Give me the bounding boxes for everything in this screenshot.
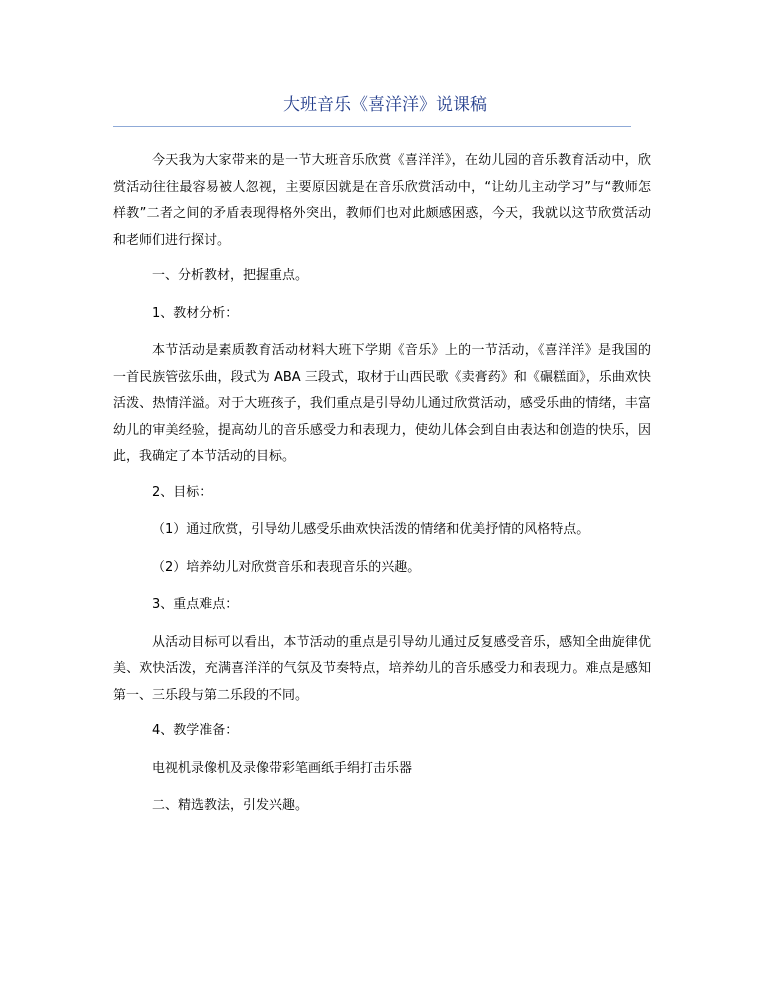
section-heading-analysis: 一、分析教材，把握重点。 <box>152 268 309 283</box>
preparation-text: 电视机录像机及录像带彩笔画纸手绢打击乐器 <box>152 760 413 776</box>
page-title: 大班音乐《喜洋洋》说课稿 <box>283 95 487 115</box>
key-points-paragraph: 从活动目标可以看出，本节活动的重点是引导幼儿通过反复感受音乐，感知全曲旋律优美、欢快活泼，充满喜洋洋的气氛及节奏特点，培养幼儿的音乐感受力和表现力。难点是感知第一、三乐段与第二乐段的不同。 <box>113 634 651 703</box>
document-body <box>113 148 651 831</box>
item-heading-key-points: 3、重点难点： <box>152 597 239 612</box>
material-analysis-paragraph: 本节活动是素质教育活动材料大班下学期《音乐》上的一节活动，《喜洋洋》是我国的一首民族管弦乐曲，段式为 ABA 三段式，取材于山西民歌《卖膏药》和《碾糕面》，乐曲欢快活泼、热情洋溢。对于大班孩子，我们重点是引导幼儿通过欣赏活动，感受乐曲的情绪，丰富幼儿的审美经验，提高幼儿的音乐感受力和表现力，使幼儿体会到自由表达和创造的快乐，因此，我确定了本节活动的目标。 <box>113 343 651 464</box>
item-heading-preparation: 4、教学准备： <box>152 723 239 738</box>
item-heading-goals: 2、目标： <box>152 484 213 500</box>
section-heading-methods: 二、精选教法，引发兴趣。 <box>152 798 309 813</box>
goal-item-1: （1）通过欣赏，引导幼儿感受乐曲欢快活泼的情绪和优美抒情的风格特点。 <box>152 522 590 537</box>
item-heading-material-analysis: 1、教材分析： <box>152 305 239 321</box>
goal-item-2: （2）培养幼儿对欣赏音乐和表现音乐的兴趣。 <box>152 559 421 575</box>
title-divider <box>113 126 631 127</box>
intro-paragraph: 今天我为大家带来的是一节大班音乐欣赏《喜洋洋》，在幼儿园的音乐教育活动中，欣赏活动往往最容易被人忽视，主要原因就是在音乐欣赏活动中，“让幼儿主动学习”与“教师怎样教”二者之间的矛盾表现得格外突出，教师们也对此颇感困惑，今天，我就以这节欣赏活动和老师们进行探讨。 <box>113 153 651 248</box>
